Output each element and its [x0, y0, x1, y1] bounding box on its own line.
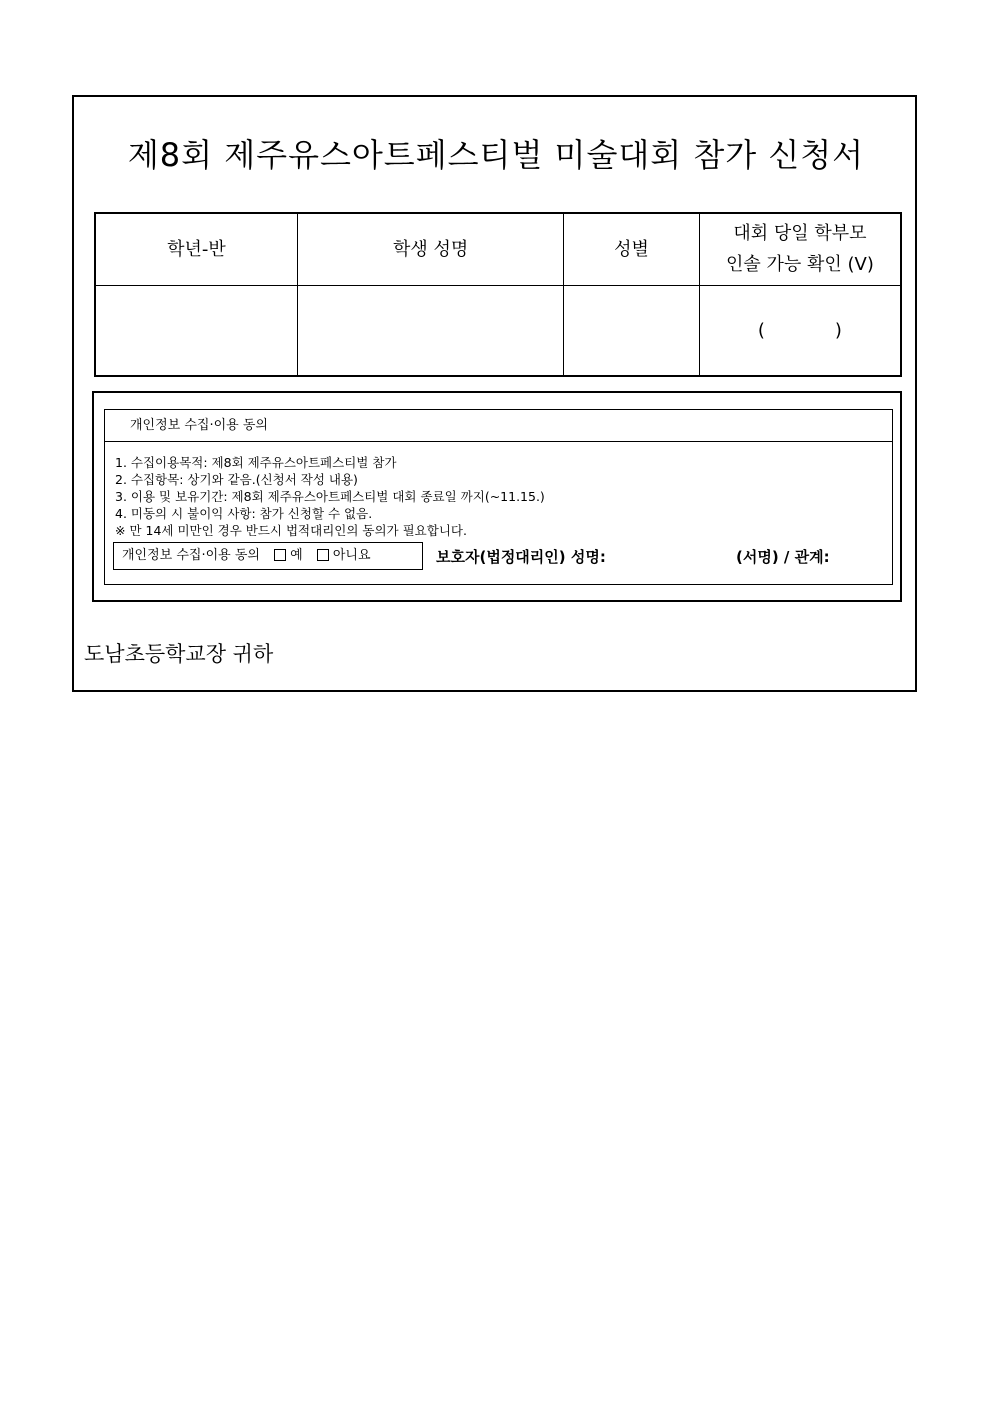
grade-class-field[interactable]: [95, 285, 297, 376]
application-table: [94, 212, 902, 377]
table-row: [95, 285, 901, 376]
consent-agree-label: 개인정보 수집·이용 동의: [122, 548, 260, 563]
consent-notice: ※ 만 14세 미만인 경우 반드시 법적대리인의 동의가 필요합니다.: [115, 523, 467, 538]
header-parent-escort-line1: 대회 당일 학부모: [733, 223, 867, 245]
header-gender: 성별: [564, 213, 700, 285]
consent-item: 3. 이용 및 보유기간: 제8회 제주유스아트페스티벌 대회 종료일 까지(~11.15.): [115, 489, 545, 504]
consent-agree-row: [113, 542, 883, 572]
consent-item: 4. 미동의 시 불이익 사항: 참가 신청할 수 없음.: [115, 506, 373, 521]
yes-label: 예: [290, 548, 303, 563]
paren-open: (: [757, 319, 765, 341]
student-name-field[interactable]: [297, 285, 563, 376]
form-title: 제8회 제주유스아트페스티벌 미술대회 참가 신청서: [127, 136, 865, 174]
consent-header: 개인정보 수집·이용 동의: [105, 410, 892, 442]
header-grade-class: 학년-반: [95, 213, 297, 285]
recipient-line: 도남초등학교장 귀하: [84, 642, 274, 666]
signature-relation-label: (서명) / 관계:: [736, 548, 830, 566]
consent-item: 1. 수집이용목적: 제8회 제주유스아트페스티벌 참가: [115, 455, 397, 470]
no-checkbox[interactable]: [317, 549, 329, 561]
header-student-name: 학생 성명: [297, 213, 563, 285]
gender-field[interactable]: [564, 285, 700, 376]
consent-section: [104, 409, 893, 585]
header-parent-escort-line2: 인솔 가능 확인 (V): [726, 254, 874, 276]
yes-checkbox[interactable]: [274, 549, 286, 561]
parent-escort-check-field[interactable]: [699, 285, 901, 376]
guardian-name-label: 보호자(법정대리인) 성명:: [436, 548, 606, 566]
paren-close: ): [834, 319, 842, 341]
consent-items: [105, 442, 892, 539]
no-label: 아니요: [332, 548, 371, 563]
table-header-row: [95, 213, 901, 285]
header-parent-escort: [699, 213, 901, 285]
consent-item: 2. 수집항목: 상기와 같음.(신청서 작성 내용): [115, 472, 358, 487]
consent-agree-box: [113, 542, 423, 570]
